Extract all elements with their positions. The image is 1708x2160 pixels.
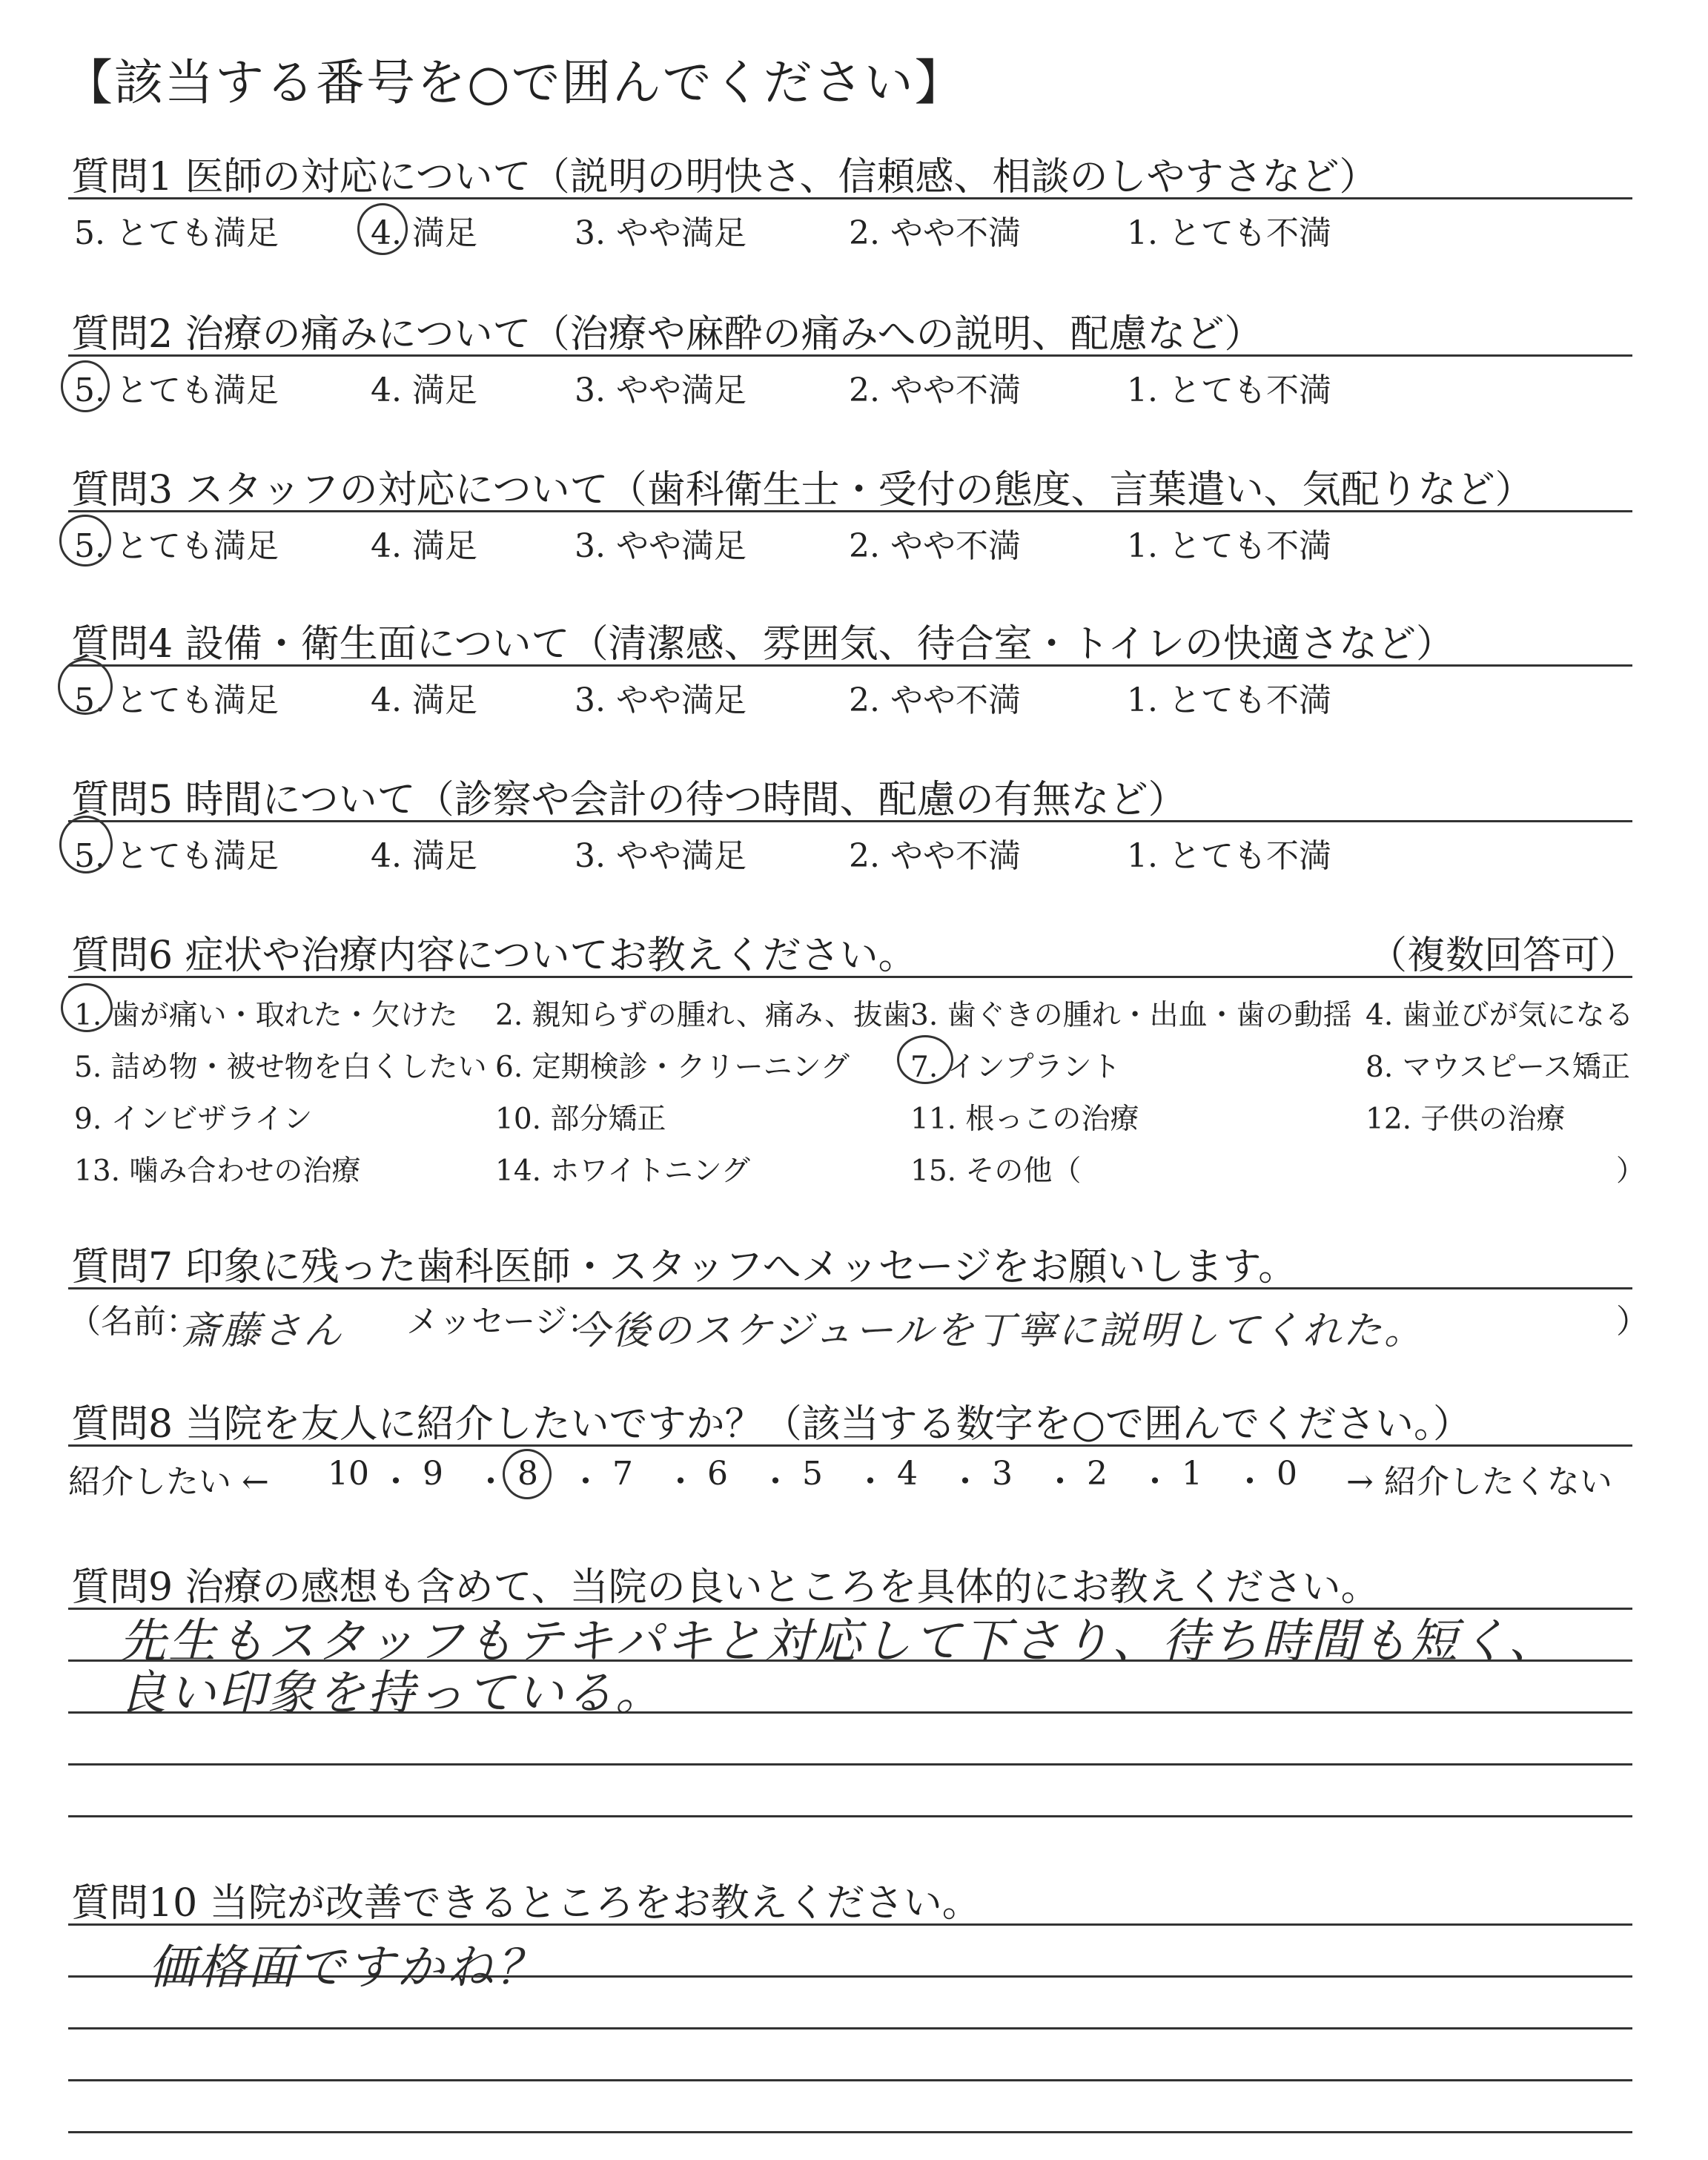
q3-option-4[interactable]: 4. 満足 <box>371 527 477 565</box>
q1-rule <box>68 197 1632 199</box>
q8-scale-value-4[interactable]: 4 <box>897 1455 918 1493</box>
q8-scale-separator-dot: ・ <box>759 1463 792 1501</box>
q8-scale-separator-dot: ・ <box>1234 1463 1266 1501</box>
q9-heading: 質問9 治療の感想も含めて、当院の良いところを具体的にお教えください。 <box>71 1565 1380 1610</box>
q1-heading: 質問1 医師の対応について（説明の明快さ、信頼感、相談のしやすさなど） <box>71 155 1378 199</box>
q6-option-15[interactable]: 15. その他（ <box>910 1155 1082 1188</box>
q6-option-10[interactable]: 10. 部分矯正 <box>495 1103 666 1136</box>
q1-option-5[interactable]: 5. とても満足 <box>74 214 279 252</box>
q5-option-4[interactable]: 4. 満足 <box>371 837 477 875</box>
q5-heading: 質問5 時間について（診察や会計の待つ時間、配慮の有無など） <box>71 778 1187 822</box>
q8-scale-value-6[interactable]: 6 <box>707 1455 728 1493</box>
q8-scale-separator-dot: ・ <box>380 1463 412 1501</box>
q8-scale-value-1[interactable]: 1 <box>1182 1455 1202 1493</box>
q2-option-1[interactable]: 1. とても不満 <box>1127 371 1331 409</box>
q8-scale-value-2[interactable]: 2 <box>1087 1455 1108 1493</box>
q5-option-3[interactable]: 3. やや満足 <box>575 837 747 875</box>
q6-option-7[interactable]: 7. インプラント <box>910 1051 1121 1084</box>
q2-rule <box>68 354 1632 357</box>
q8-heading: 質問8 当院を友人に紹介したいですか？（該当する数字を○で囲んでください。） <box>71 1402 1472 1447</box>
q4-option-3[interactable]: 3. やや満足 <box>575 681 747 719</box>
q4-rule <box>68 664 1632 667</box>
q3-option-2[interactable]: 2. やや不満 <box>849 527 1021 565</box>
q8-scale-separator-dot: ・ <box>664 1463 697 1501</box>
page-title: 【該当する番号を○で囲んでください】 <box>64 54 965 111</box>
q8-scale-value-8[interactable]: 8 <box>517 1455 538 1493</box>
q3-option-1[interactable]: 1. とても不満 <box>1127 527 1331 565</box>
q8-scale-separator-dot: ・ <box>949 1463 982 1501</box>
q6-option-11[interactable]: 11. 根っこの治療 <box>910 1103 1139 1136</box>
q1-option-2[interactable]: 2. やや不満 <box>849 214 1021 252</box>
q8-scale-value-3[interactable]: 3 <box>992 1455 1013 1493</box>
q6-heading: 質問6 症状や治療内容についてお教えください。 <box>71 934 917 978</box>
q4-selected-circle <box>58 658 113 715</box>
q5-option-2[interactable]: 2. やや不満 <box>849 837 1021 875</box>
q6-selected-circle-7 <box>897 1035 953 1084</box>
q6-option-9[interactable]: 9. インビザライン <box>74 1103 313 1136</box>
q3-rule <box>68 510 1632 512</box>
q4-heading: 質問4 設備・衛生面について（清潔感、雰囲気、待合室・トイレの快適さなど） <box>71 622 1454 667</box>
q4-option-4[interactable]: 4. 満足 <box>371 681 477 719</box>
q4-option-2[interactable]: 2. やや不満 <box>849 681 1021 719</box>
q6-rule <box>68 976 1632 978</box>
q6-option-1[interactable]: 1. 歯が痛い・取れた・欠けた <box>74 999 458 1032</box>
q6-option-13[interactable]: 13. 噛み合わせの治療 <box>74 1155 361 1188</box>
q8-scale-separator-dot: ・ <box>474 1463 507 1501</box>
q8-scale-value-5[interactable]: 5 <box>802 1455 823 1493</box>
q6-option-2[interactable]: 2. 親知らずの腫れ、痛み、抜歯 <box>495 999 912 1032</box>
q7-name-handwritten[interactable]: 斎藤さん <box>181 1309 345 1353</box>
q2-heading: 質問2 治療の痛みについて（治療や麻酔の痛みへの説明、配慮など） <box>71 312 1263 357</box>
q6-multi-note: （複数回答可） <box>1368 934 1639 978</box>
q2-selected-circle <box>61 360 110 412</box>
q10-rule-5 <box>68 2131 1632 2133</box>
q8-right-label: → 紹介したくない <box>1346 1463 1612 1501</box>
q9-rule-4 <box>68 1763 1632 1766</box>
q7-heading: 質問7 印象に残った歯科医師・スタッフへメッセージをお願いします。 <box>71 1245 1297 1289</box>
q5-selected-circle <box>59 816 113 873</box>
q8-scale-value-0[interactable]: 0 <box>1277 1455 1297 1493</box>
q1-option-3[interactable]: 3. やや満足 <box>575 214 747 252</box>
q4-option-1[interactable]: 1. とても不満 <box>1127 681 1331 719</box>
q8-scale-separator-dot: ・ <box>1044 1463 1076 1501</box>
q1-selected-circle <box>357 203 408 255</box>
q10-answer-line-1[interactable]: 価格面ですかね？ <box>148 1941 546 1995</box>
q8-scale-value-9[interactable]: 9 <box>423 1455 443 1493</box>
q8-scale-separator-dot: ・ <box>854 1463 887 1501</box>
q3-option-3[interactable]: 3. やや満足 <box>575 527 747 565</box>
q1-option-4[interactable]: 4. 満足 <box>371 214 477 252</box>
q5-rule <box>68 820 1632 822</box>
q3-selected-circle <box>59 515 111 567</box>
q6-option-5[interactable]: 5. 詰め物・被せ物を白くしたい <box>74 1051 487 1084</box>
q2-option-4[interactable]: 4. 満足 <box>371 371 477 409</box>
q4-option-5[interactable]: 5. とても満足 <box>74 681 279 719</box>
q7-rule <box>68 1287 1632 1289</box>
q2-option-3[interactable]: 3. やや満足 <box>575 371 747 409</box>
q1-option-1[interactable]: 1. とても不満 <box>1127 214 1331 252</box>
q10-rule-3 <box>68 2027 1632 2029</box>
q8-scale-separator-dot: ・ <box>1139 1463 1171 1501</box>
q2-option-2[interactable]: 2. やや不満 <box>849 371 1021 409</box>
q3-heading: 質問3 スタッフの対応について（歯科衛生士・受付の態度、言葉遣い、気配りなど） <box>71 468 1534 512</box>
q7-close-paren: ） <box>1616 1303 1649 1341</box>
q7-message-handwritten[interactable]: 今後のスケジュールを丁寧に説明してくれた。 <box>571 1309 1425 1353</box>
q3-option-5[interactable]: 5. とても満足 <box>74 527 279 565</box>
q7-name-label: （名前： <box>68 1303 199 1341</box>
q6-option-6[interactable]: 6. 定期検診・クリーニング <box>495 1051 850 1084</box>
q9-answer-line-2[interactable]: 良い印象を持っている。 <box>119 1666 665 1721</box>
q8-scale-value-7[interactable]: 7 <box>612 1455 633 1493</box>
q6-other-close-paren: ） <box>1616 1155 1646 1188</box>
q8-selected-circle <box>503 1449 552 1499</box>
q6-selected-circle-1 <box>61 983 113 1032</box>
q8-left-label: 紹介したい ← <box>68 1463 269 1501</box>
q8-scale-separator-dot: ・ <box>569 1463 602 1501</box>
q6-option-8[interactable]: 8. マウスピース矯正 <box>1366 1051 1630 1084</box>
q10-heading: 質問10 当院が改善できるところをお教えください。 <box>71 1881 981 1926</box>
q7-message-label: メッセージ： <box>406 1303 600 1341</box>
q6-option-4[interactable]: 4. 歯並びが気になる <box>1366 999 1634 1032</box>
q6-option-12[interactable]: 12. 子供の治療 <box>1366 1103 1566 1136</box>
q10-rule-1 <box>68 1923 1632 1926</box>
q8-scale-value-10[interactable]: 10 <box>328 1455 369 1493</box>
q2-option-5[interactable]: 5. とても満足 <box>74 371 279 409</box>
q10-rule-4 <box>68 2079 1632 2081</box>
q5-option-5[interactable]: 5. とても満足 <box>74 837 279 875</box>
q5-option-1[interactable]: 1. とても不満 <box>1127 837 1331 875</box>
q6-option-3[interactable]: 3. 歯ぐきの腫れ・出血・歯の動揺 <box>910 999 1352 1032</box>
q6-option-14[interactable]: 14. ホワイトニング <box>495 1155 750 1188</box>
q9-answer-line-1[interactable]: 先生もスタッフもテキパキと対応して下さり、待ち時間も短く、 <box>119 1614 1558 1669</box>
q9-rule-5 <box>68 1815 1632 1817</box>
q8-rule <box>68 1444 1632 1447</box>
